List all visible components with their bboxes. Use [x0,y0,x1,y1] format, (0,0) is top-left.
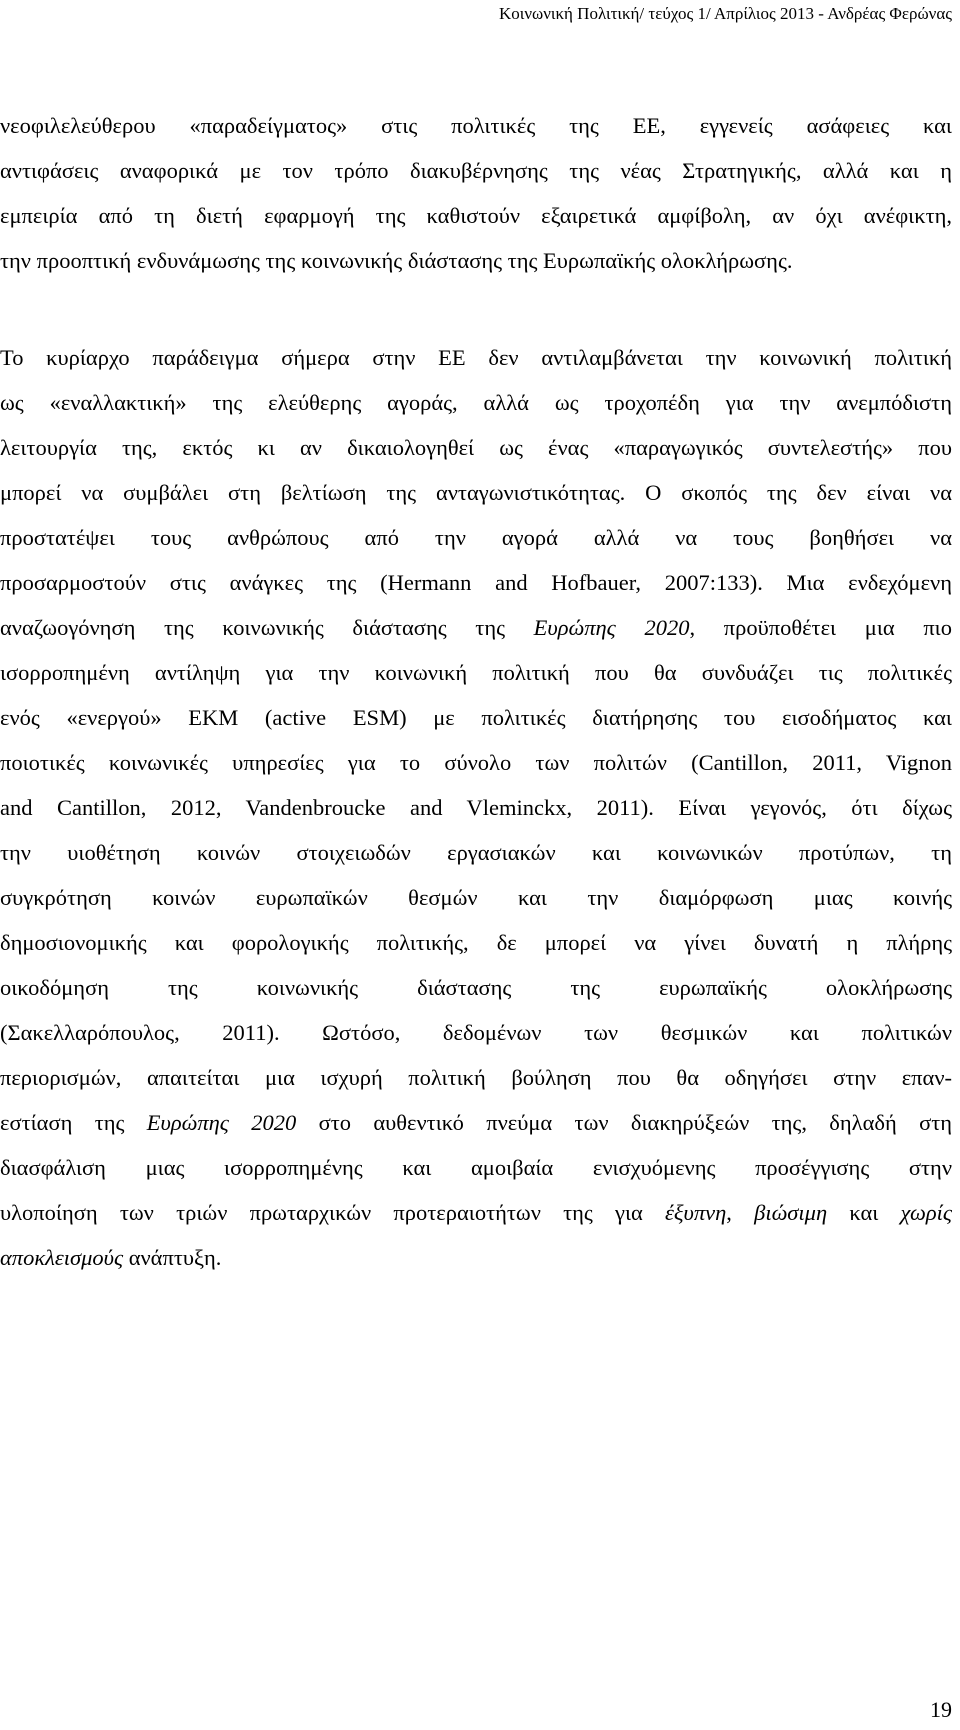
text-line: μπορεί να συμβάλει στη βελτίωση της ανταγωνιστικότητας. Ο σκοπός της δεν είναι να [0,480,952,505]
page-number: 19 [930,1697,952,1722]
text-line: διασφάλιση μιας ισορροπημένης και αμοιβαία ενισχυόμενης προσέγγισης στην [0,1155,952,1180]
text-run: υλοποίηση των τριών πρωταρχικών προτεραιοτήτων της για [0,1200,666,1225]
paragraph-main [0,335,952,1280]
text-run: ανάπτυξη. [123,1245,222,1270]
text-line: λειτουργία της, εκτός κι αν δικαιολογηθεί ως ένας «παραγωγικός συντελεστής» που [0,435,952,460]
text-line: την προοπτική ενδυνάμωσης της κοινωνικής διάστασης της Ευρωπαϊκής ολοκλήρωσης. [0,248,793,273]
text-line: προσαρμοστούν στις ανάγκες της (Hermann and Hofbauer, 2007:133). Μια ενδεχόμενη [0,570,952,595]
text-line: εμπειρία από τη διετή εφαρμογή της καθιστούν εξαιρετικά αμφίβολη, αν όχι ανέφικτη, [0,203,952,228]
text-run: και [827,1200,901,1225]
text-line: ποιοτικές κοινωνικές υπηρεσίες για το σύνολο των πολιτών (Cantillon, 2011, Vignon [0,750,952,775]
italic-term: έξυπνη [665,1200,727,1225]
italic-term: Ευρώπης 2020 [533,615,690,640]
text-line [0,1100,952,1145]
italic-term: αποκλεισμούς [0,1245,124,1270]
text-line: ισορροπημένη αντίληψη για την κοινωνική πολιτική που θα συνδυάζει τις πολιτικές [0,660,952,685]
text-line: περιορισμών, απαιτείται μια ισχυρή πολιτική βούληση που θα οδηγήσει στην επαν- [0,1065,952,1090]
text-line: συγκρότηση κοινών ευρωπαϊκών θεσμών και την διαμόρφωση μιας κοινής [0,885,952,910]
text-run: εστίαση της [0,1110,147,1135]
text-line: νεοφιλελεύθερου «παραδείγματος» στις πολιτικές της ΕΕ, εγγενείς ασάφειες και [0,113,952,138]
italic-term: Ευρώπης 2020 [146,1110,297,1135]
italic-term: βιώσιμη [754,1200,828,1225]
text-line: αντιφάσεις αναφορικά με τον τρόπο διακυβέρνησης της νέας Στρατηγικής, αλλά και η [0,158,952,183]
text-line [0,1235,952,1280]
text-line: (Σακελλαρόπουλος, 2011). Ωστόσο, δεδομένων των θεσμικών και πολιτικών [0,1020,952,1045]
text-line: Το κυρίαρχο παράδειγμα σήμερα στην ΕΕ δεν αντιλαμβάνεται την κοινωνική πολιτική [0,345,952,370]
text-run: , προϋποθέτει μια πιο [689,615,952,640]
text-line [0,605,952,650]
italic-term: χωρίς [900,1200,952,1225]
text-run: αναζωογόνηση της κοινωνικής διάστασης της [0,615,534,640]
text-line: and Cantillon, 2012, Vandenbroucke and Vleminckx, 2011). Είναι γεγονός, ότι δίχως [0,795,952,820]
paragraph-continuation [0,103,952,283]
text-line: ως «εναλλακτική» της ελεύθερης αγοράς, αλλά ως τροχοπέδη για την ανεμπόδιστη [0,390,952,415]
text-line: προστατέψει τους ανθρώπους από την αγορά αλλά να τους βοηθήσει να [0,525,952,550]
text-line [0,1190,952,1235]
text-run: , [726,1200,755,1225]
text-line: δημοσιονομικής και φορολογικής πολιτικής, δε μπορεί να γίνει δυνατή η πλήρης [0,930,952,955]
text-line: την υιοθέτηση κοινών στοιχειωδών εργασιακών και κοινωνικών προτύπων, τη [0,840,952,865]
text-line: οικοδόμηση της κοινωνικής διάστασης της ευρωπαϊκής ολοκλήρωσης [0,975,952,1000]
running-header: Κοινωνική Πολιτική/ τεύχος 1/ Απρίλιος 2013 - Ανδρέας Φερώνας [498,4,952,23]
text-line: ενός «ενεργού» ΕΚΜ (active ESM) με πολιτικές διατήρησης του εισοδήματος και [0,705,952,730]
text-run: στο αυθεντικό πνεύμα των διακηρύξεών της, δηλαδή στη [296,1110,952,1135]
